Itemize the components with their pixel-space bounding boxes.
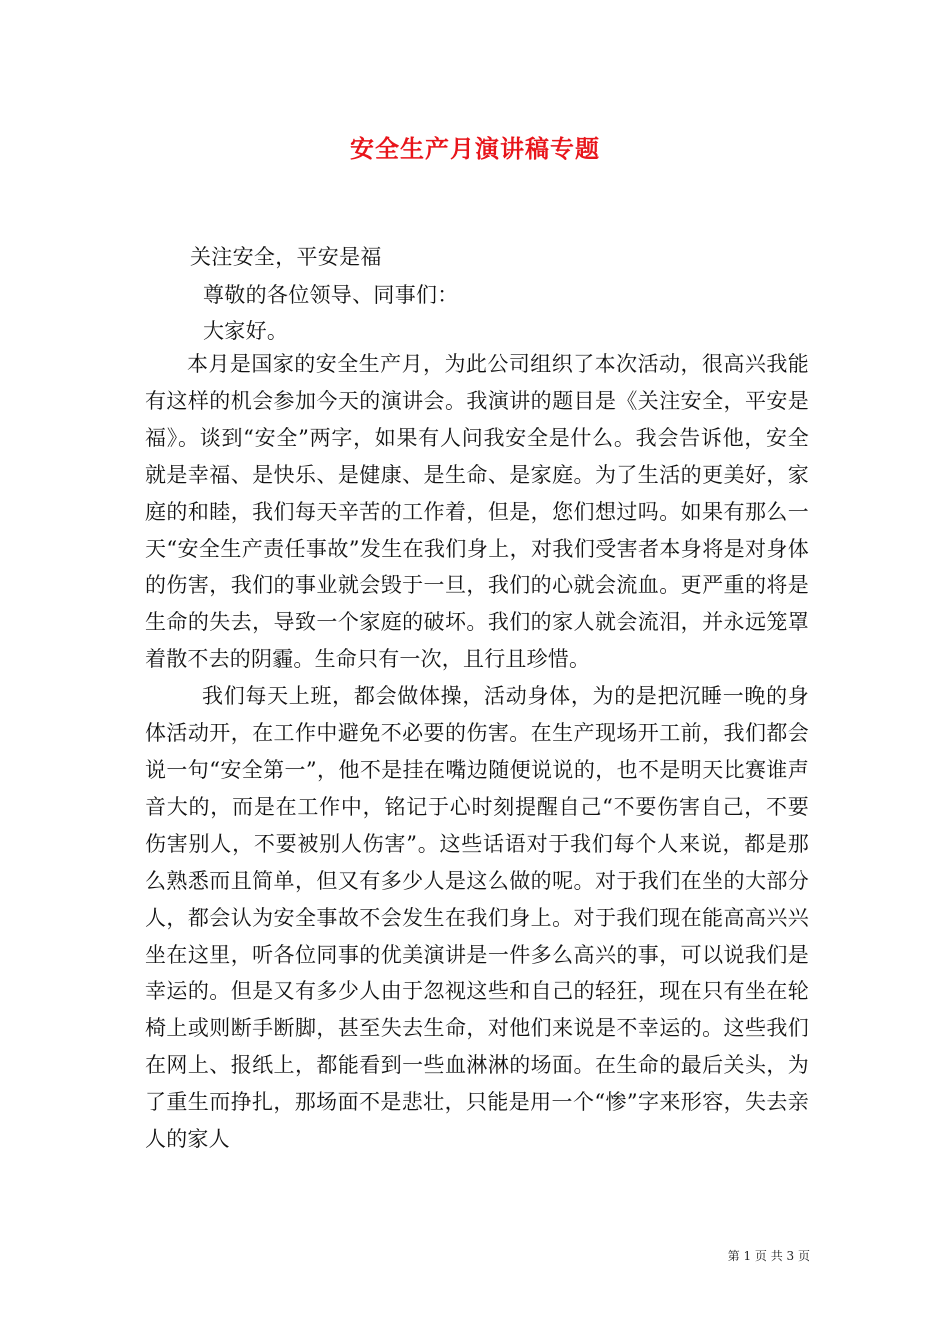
speech-subtitle: 关注安全，平安是福 — [190, 245, 382, 269]
paragraph: 本月是国家的安全生产月，为此公司组织了本次活动，很高兴我能有这样的机会参加今天的演讲会。我演讲的题目是《关注安全，平安是福》。谈到“安全”两字，如果有人问我安全是什么。我会告诉他，安全就是幸福、是快乐、是健康、是生命、是家庭。为了生活的更美好，家庭的和睦，我们每天辛苦的工作着，但是，您们想过吗。如果有那么一天“安全生产责任事故”发生在我们身上，对我们受害者本身将是对身体的伤害，我们的事业就会毁于一旦，我们的心就会流血。更严重的将是生命的失去，导致一个家庭的破坏。我们的家人就会流泪，并永远笼罩着散不去的阴霾。生命只有一次，且行且珍惜。 — [145, 352, 809, 672]
speech-body — [145, 346, 809, 1158]
paragraph: 我们每天上班，都会做体操，活动身体，为的是把沉睡一晚的身体活动开，在工作中避免不必要的伤害。在生产现场开工前，我们都会说一句“安全第一”，他不是挂在嘴边随便说说的，也不是明天比赛谁声音大的，而是在工作中，铭记于心时刻提醒自己“不要伤害自己，不要伤害别人，不要被别人伤害”。这些话语对于我们每个人来说，都是那么熟悉而且简单，但又有多少人是这么做的呢。对于我们在坐的大部分人，都会认为安全事故不会发生在我们身上。对于我们现在能高高兴兴坐在这里，听各位同事的优美演讲是一件多么高兴的事，可以说我们是幸运的。但是又有多少人由于忽视这些和自己的轻狂，现在只有坐在轮椅上或则断手断脚，甚至失去生命，对他们来说是不幸运的。这些我们在网上、报纸上，都能看到一些血淋淋的场面。在生命的最后关头，为了重生而挣扎，那场面不是悲壮，只能是用一个“惨”字来形容，失去亲人的家人 — [145, 684, 809, 1152]
salutation: 尊敬的各位领导、同事们： — [203, 283, 459, 307]
page-indicator: 第 1 页 共 3 页 — [727, 1249, 810, 1263]
document-title: 安全生产月演讲稿专题 — [350, 134, 600, 163]
greeting: 大家好。 — [203, 319, 289, 343]
